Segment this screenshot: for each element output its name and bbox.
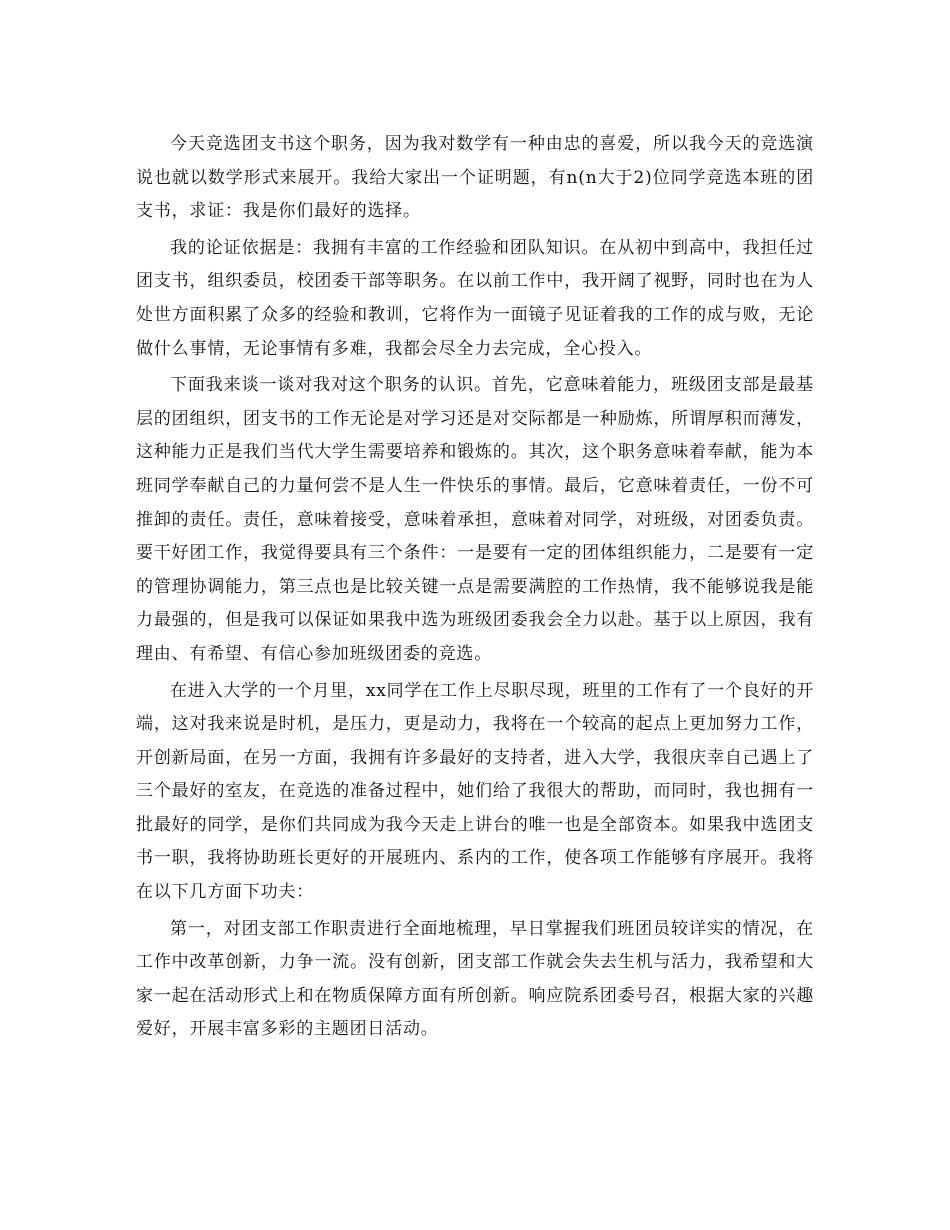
document-page bbox=[136, 128, 814, 1050]
paragraph-first-plan: 第一，对团支部工作职责进行全面地梳理，早日掌握我们班团员较详实的情况，在工作中改革创新，力争一流。没有创新，团支部工作就会失去生机与活力，我希望和大家一起在活动形式上和在物质保障方面有所创新。响应院系团委号召，根据大家的兴趣爱好，开展丰富多彩的主题团日活动。 bbox=[136, 918, 814, 1040]
paragraph-university-month: 在进入大学的一个月里，xx同学在工作上尽职尽现，班里的工作有了一个良好的开端，这对我来说是时机，是压力，更是动力，我将在一个较高的起点上更加努力工作，开创新局面，在另一方面，我拥有许多最好的支持者，进入大学，我很庆幸自己遇上了三个最好的室友，在竞选的准备过程中，她们给了我很大的帮助，而同时，我也拥有一批最好的同学，是你们共同成为我今天走上讲台的唯一也是全部资本。如果我中选团支书一职，我将协助班长更好的开展班内、系内的工作，使各项工作能够有序展开。我将在以下几方面下功夫： bbox=[136, 680, 814, 903]
paragraph-experience: 我的论证依据是：我拥有丰富的工作经验和团队知识。在从初中到高中，我担任过团支书，组织委员，校团委干部等职务。在以前工作中，我开阔了视野，同时也在为人处世方面积累了众多的经验和教训，它将作为一面镜子见证着我的工作的成与败，无论做什么事情，无论事情有多难，我都会尽全力去完成，全心投入。 bbox=[136, 237, 814, 359]
paragraph-election-intro: 今天竞选团支书这个职务，因为我对数学有一种由忠的喜爱，所以我今天的竞选演说也就以数学形式来展开。我给大家出一个证明题，有n(n大于2)位同学竞选本班的团支书，求证：我是你们最好的选择。 bbox=[136, 134, 814, 222]
paragraph-role-understanding: 下面我来谈一谈对我对这个职务的认识。首先，它意味着能力，班级团支部是最基层的团组织，团支书的工作无论是对学习还是对交际都是一种励炼，所谓厚积而薄发，这种能力正是我们当代大学生需要培养和锻炼的。其次，这个职务意味着奉献，能为本班同学奉献自己的力量何尝不是人生一件快乐的事情。最后，它意味着责任，一份不可推卸的责任。责任，意味着接受，意味着承担，意味着对同学，对班级，对团委负责。要干好团工作，我觉得要具有三个条件：一是要有一定的团体组织能力，二是要有一定的管理协调能力，第三点也是比较关键一点是需要满腔的工作热情，我不能够说我是能力最强的，但是我可以保证如果我中选为班级团委我会全力以赴。基于以上原因，我有理由、有希望、有信心参加班级团委的竞选。 bbox=[136, 375, 814, 664]
